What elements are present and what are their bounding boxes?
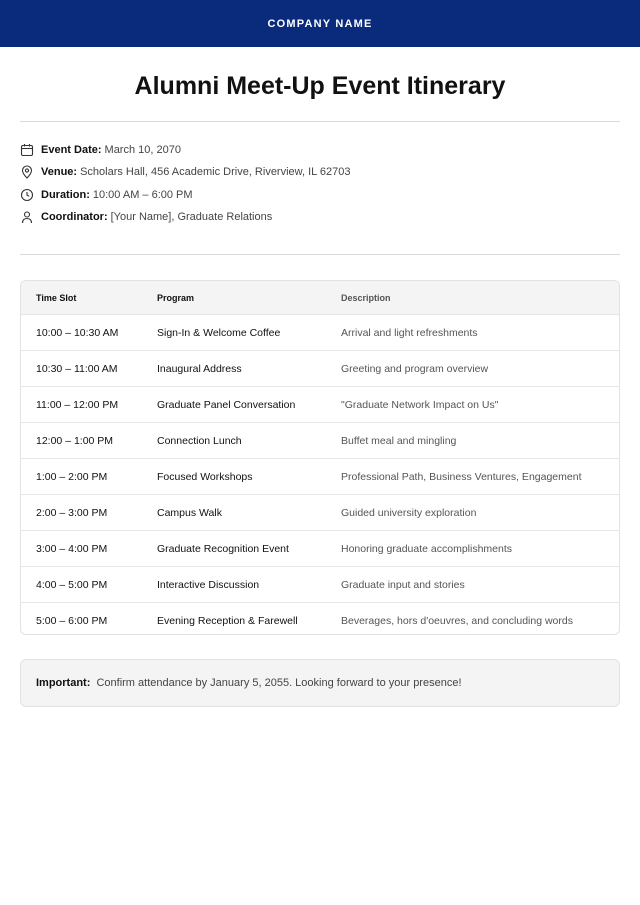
program-cell: Graduate Recognition Event (157, 542, 289, 555)
table-row (21, 315, 619, 351)
program-cell: Sign-In & Welcome Coffee (157, 326, 281, 339)
itinerary-table (20, 280, 620, 635)
time-slot-cell: 12:00 – 1:00 PM (36, 434, 114, 447)
info-value: March 10, 2070 (104, 144, 181, 156)
header-bar (0, 0, 640, 47)
info-label: Event Date: (41, 144, 102, 156)
description-cell: Graduate input and stories (341, 578, 465, 591)
table-row (21, 423, 619, 459)
program-cell: Interactive Discussion (157, 578, 260, 591)
time-slot-cell: 1:00 – 2:00 PM (36, 470, 108, 483)
important-notice (20, 659, 620, 707)
description-cell: Greeting and program overview (341, 362, 489, 375)
program-cell: Focused Workshops (157, 470, 253, 483)
info-value: 10:00 AM – 6:00 PM (92, 189, 193, 201)
program-cell: Inaugural Address (157, 362, 242, 375)
info-label: Venue: (41, 166, 78, 178)
description-cell: "Graduate Network Impact on Us" (341, 398, 499, 411)
notice-label: Important: (36, 677, 91, 689)
time-slot-cell: 5:00 – 6:00 PM (36, 614, 108, 627)
column-header-description: Description (341, 292, 391, 303)
table-row (21, 459, 619, 495)
table-row (21, 567, 619, 603)
info-event-date (20, 141, 181, 159)
info-value: [Your Name], Graduate Relations (110, 211, 273, 223)
calendar-icon (20, 143, 34, 157)
program-cell: Campus Walk (157, 506, 222, 519)
table-row (21, 387, 619, 423)
program-cell: Graduate Panel Conversation (157, 398, 296, 411)
divider (20, 254, 620, 255)
divider (20, 121, 620, 122)
table-header-row (21, 281, 619, 315)
info-duration (20, 186, 193, 204)
column-header-time-slot: Time Slot (36, 292, 77, 303)
time-slot-cell: 11:00 – 12:00 PM (36, 398, 119, 411)
time-slot-cell: 10:00 – 10:30 AM (36, 326, 119, 339)
clock-icon (20, 188, 34, 202)
location-pin-icon (20, 165, 34, 179)
program-cell: Connection Lunch (157, 434, 242, 447)
info-label: Coordinator: (41, 211, 108, 223)
info-value: Scholars Hall, 456 Academic Drive, Riverview, IL 62703 (80, 166, 351, 178)
table-row (21, 351, 619, 387)
notice-text: Confirm attendance by January 5, 2055. Looking forward to your presence! (96, 677, 462, 689)
company-name: COMPANY NAME (267, 17, 373, 30)
person-icon (20, 210, 34, 224)
description-cell: Arrival and light refreshments (341, 326, 478, 339)
table-row (21, 495, 619, 531)
info-coordinator (20, 208, 272, 226)
column-header-program: Program (157, 292, 195, 303)
description-cell: Beverages, hors d'oeuvres, and concluding words (341, 614, 573, 627)
time-slot-cell: 3:00 – 4:00 PM (36, 542, 108, 555)
program-cell: Evening Reception & Farewell (157, 614, 298, 627)
table-row (21, 531, 619, 567)
info-venue (20, 163, 351, 181)
description-cell: Buffet meal and mingling (341, 434, 457, 447)
table-row (21, 603, 619, 635)
description-cell: Professional Path, Business Ventures, Engagement (341, 470, 582, 483)
time-slot-cell: 10:30 – 11:00 AM (36, 362, 118, 375)
time-slot-cell: 2:00 – 3:00 PM (36, 506, 108, 519)
time-slot-cell: 4:00 – 5:00 PM (36, 578, 108, 591)
description-cell: Honoring graduate accomplishments (341, 542, 513, 555)
page-title: Alumni Meet-Up Event Itinerary (134, 72, 506, 100)
description-cell: Guided university exploration (341, 506, 477, 519)
info-label: Duration: (41, 189, 90, 201)
